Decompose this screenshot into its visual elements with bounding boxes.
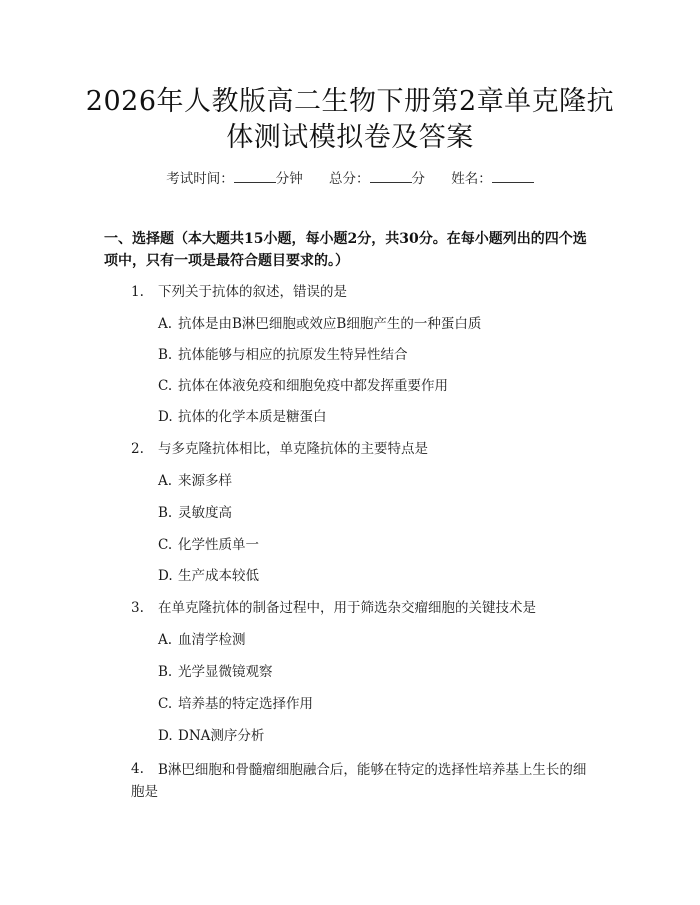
exam-time-field xyxy=(166,168,303,189)
option-text: 光学显微镜观察 xyxy=(178,664,273,680)
question-3-option-d xyxy=(158,726,608,746)
question-1-option-b xyxy=(158,345,608,365)
section-heading-line-1: 一、选择题（本大题共15小题，每小题2分，共30分。在每小题列出的四个选 xyxy=(104,231,587,247)
question-text: 与多克隆抗体相比，单克隆抗体的主要特点是 xyxy=(158,441,428,457)
question-number: 2. xyxy=(131,441,144,457)
option-letter: A. xyxy=(158,316,173,332)
exam-title-line-2: 体测试模拟卷及答案 xyxy=(226,122,474,153)
student-name-field xyxy=(451,168,534,189)
option-text: 抗体在体液免疫和细胞免疫中都发挥重要作用 xyxy=(178,378,448,394)
option-letter: B. xyxy=(158,664,173,680)
exam-time-blank xyxy=(234,168,276,183)
total-score-label: 总分： xyxy=(329,171,370,187)
option-letter: A. xyxy=(158,632,173,648)
question-2-option-a xyxy=(158,471,608,491)
option-text: 培养基的特定选择作用 xyxy=(178,696,313,712)
question-2-option-c xyxy=(158,535,608,555)
question-2-option-b xyxy=(158,503,608,523)
question-1-option-a xyxy=(158,314,608,334)
option-text: 血清学检测 xyxy=(178,632,246,648)
student-name-label: 姓名： xyxy=(451,171,492,187)
option-text: DNA测序分析 xyxy=(178,728,265,744)
question-3-option-b xyxy=(158,662,608,682)
question-number: 4. xyxy=(131,761,144,777)
question-2-option-d xyxy=(158,566,608,586)
exam-meta-info xyxy=(0,168,700,189)
question-text-line-1: B淋巴细胞和骨髓瘤细胞融合后，能够在特定的选择性培养基上生长的细 xyxy=(158,762,587,778)
option-text: 抗体能够与相应的抗原发生特异性结合 xyxy=(178,347,408,363)
option-letter: C. xyxy=(158,378,173,394)
option-letter: B. xyxy=(158,505,173,521)
question-number: 1. xyxy=(131,284,144,300)
total-score-unit: 分 xyxy=(411,171,425,187)
total-score-blank xyxy=(370,168,412,183)
question-1-option-d xyxy=(158,407,608,427)
question-3-option-a xyxy=(158,630,608,650)
option-letter: D. xyxy=(158,728,173,744)
question-text: 在单克隆抗体的制备过程中，用于筛选杂交瘤细胞的关键技术是 xyxy=(158,600,536,616)
exam-time-unit: 分钟 xyxy=(275,171,303,187)
question-text: 下列关于抗体的叙述，错误的是 xyxy=(158,284,347,300)
option-text: 化学性质单一 xyxy=(178,537,259,553)
section-heading-line-2: 项中，只有一项是最符合题目要求的。） xyxy=(104,253,349,269)
question-text-line-2: 胞是 xyxy=(131,784,158,800)
question-text xyxy=(131,759,628,803)
question-1-option-c xyxy=(158,376,608,396)
option-text: 抗体的化学本质是糖蛋白 xyxy=(178,409,327,425)
question-number: 3. xyxy=(131,600,144,616)
question-3-option-c xyxy=(158,694,608,714)
option-text: 来源多样 xyxy=(178,473,232,489)
option-letter: A. xyxy=(158,473,173,489)
exam-title-line-1: 2026年人教版高二生物下册第2章单克隆抗 xyxy=(85,86,615,117)
option-letter: D. xyxy=(158,409,173,425)
option-text: 生产成本较低 xyxy=(178,568,259,584)
total-score-field xyxy=(329,168,425,189)
option-letter: D. xyxy=(158,568,173,584)
exam-time-label: 考试时间： xyxy=(166,171,234,187)
section-heading-choice xyxy=(104,228,604,272)
option-letter: C. xyxy=(158,537,173,553)
option-letter: C. xyxy=(158,696,173,712)
option-text: 灵敏度高 xyxy=(178,505,232,521)
option-letter: B. xyxy=(158,347,173,363)
option-text: 抗体是由B淋巴细胞或效应B细胞产生的一种蛋白质 xyxy=(178,316,482,332)
student-name-blank xyxy=(492,168,534,183)
